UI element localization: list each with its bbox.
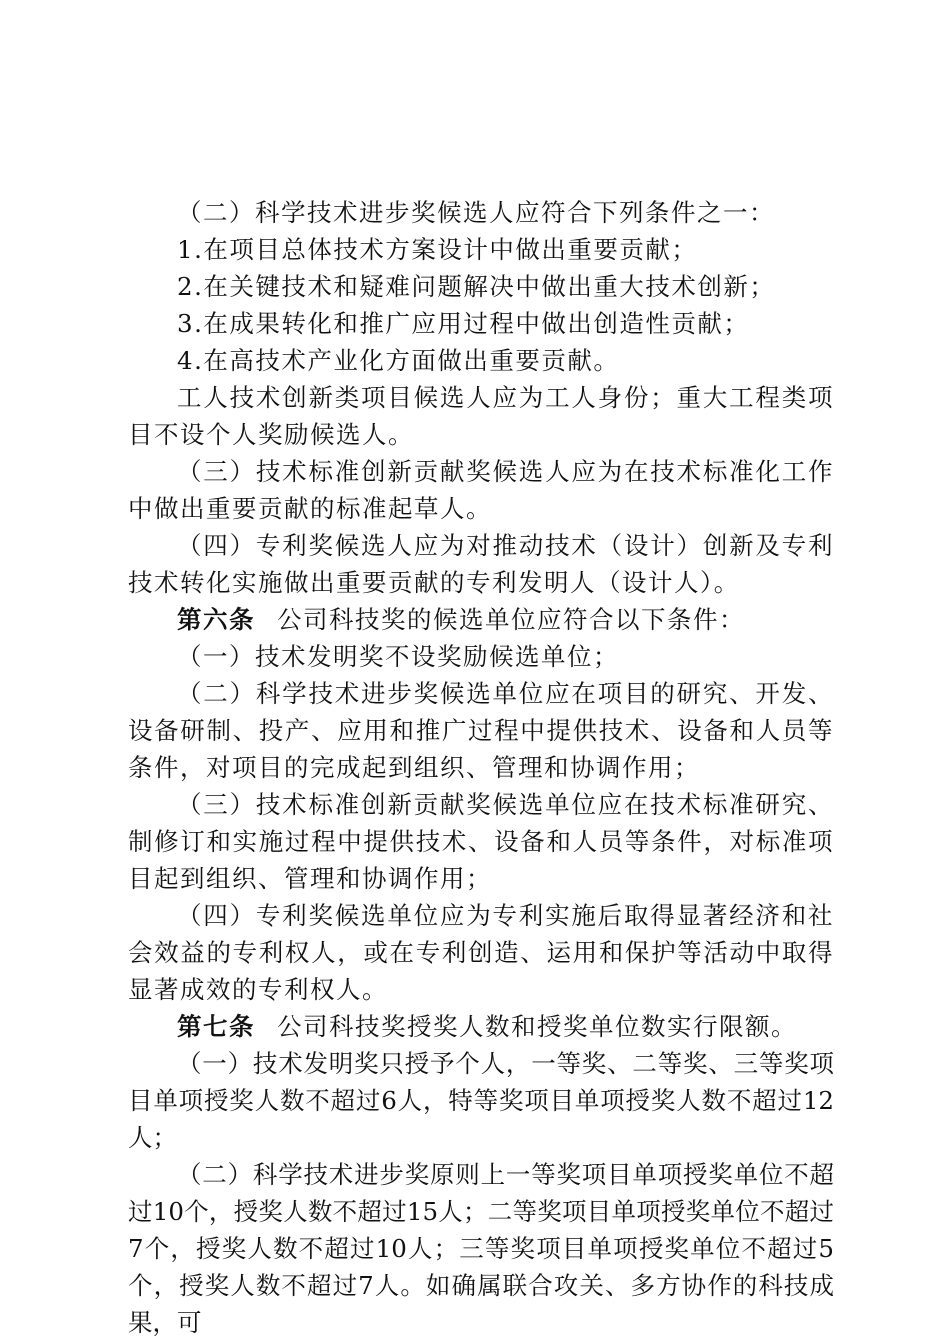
paragraph: （四）专利奖候选人应为对推动技术（设计）创新及专利技术转化实施做出重要贡献的专利发明人（设计人）。: [128, 531, 834, 597]
paragraph: （四）专利奖候选单位应为专利实施后取得显著经济和社会效益的专利权人，或在专利创造、运用和保护等活动中取得显著成效的专利权人。: [128, 901, 834, 1004]
paragraph: （二）科学技术进步奖候选单位应在项目的研究、开发、设备研制、投产、应用和推广过程中提供技术、设备和人员等条件，对项目的完成起到组织、管理和协调作用；: [128, 679, 834, 782]
paragraph: （二）科学技术进步奖候选人应符合下列条件之一：: [177, 198, 775, 227]
article-paragraph: [128, 1008, 834, 1045]
article-heading: 第六条: [177, 605, 255, 634]
list-item: 2.在关键技术和疑难问题解决中做出重大技术创新；: [177, 272, 776, 301]
article-paragraph: [128, 601, 834, 638]
list-item: 1.在项目总体技术方案设计中做出重要贡献；: [177, 235, 698, 264]
paragraph: （三）技术标准创新贡献奖候选人应为在技术标准化工作中做出重要贡献的标准起草人。: [128, 457, 834, 523]
paragraph: （三）技术标准创新贡献奖候选单位应在技术标准研究、制修订和实施过程中提供技术、设备和人员等条件，对标准项目起到组织、管理和协调作用；: [128, 790, 834, 893]
article-text: 公司科技奖授奖人数和授奖单位数实行限额。: [277, 1012, 797, 1041]
list-item: 4.在高技术产业化方面做出重要贡献。: [177, 346, 620, 375]
document-body: [128, 194, 834, 1341]
article-heading: 第七条: [177, 1012, 255, 1041]
paragraph: （二）科学技术进步奖原则上一等奖项目单项授奖单位不超过10个，授奖人数不超过15人；二等奖项目单项授奖单位不超过7个，授奖人数不超过10人；三等奖项目单项授奖单位不超过5个，授奖人数不超过7人。如确属联合攻关、多方协作的科技成果，可: [128, 1160, 834, 1337]
article-text: 公司科技奖的候选单位应符合以下条件：: [277, 605, 745, 634]
paragraph: 工人技术创新类项目候选人应为工人身份；重大工程类项目不设个人奖励候选人。: [128, 383, 834, 449]
paragraph: （一）技术发明奖只授予个人，一等奖、二等奖、三等奖项目单项授奖人数不超过6人，特等奖项目单项授奖人数不超过12人；: [128, 1049, 834, 1152]
list-item: 3.在成果转化和推广应用过程中做出创造性贡献；: [177, 309, 750, 338]
paragraph: （一）技术发明奖不设奖励候选单位；: [177, 642, 619, 671]
